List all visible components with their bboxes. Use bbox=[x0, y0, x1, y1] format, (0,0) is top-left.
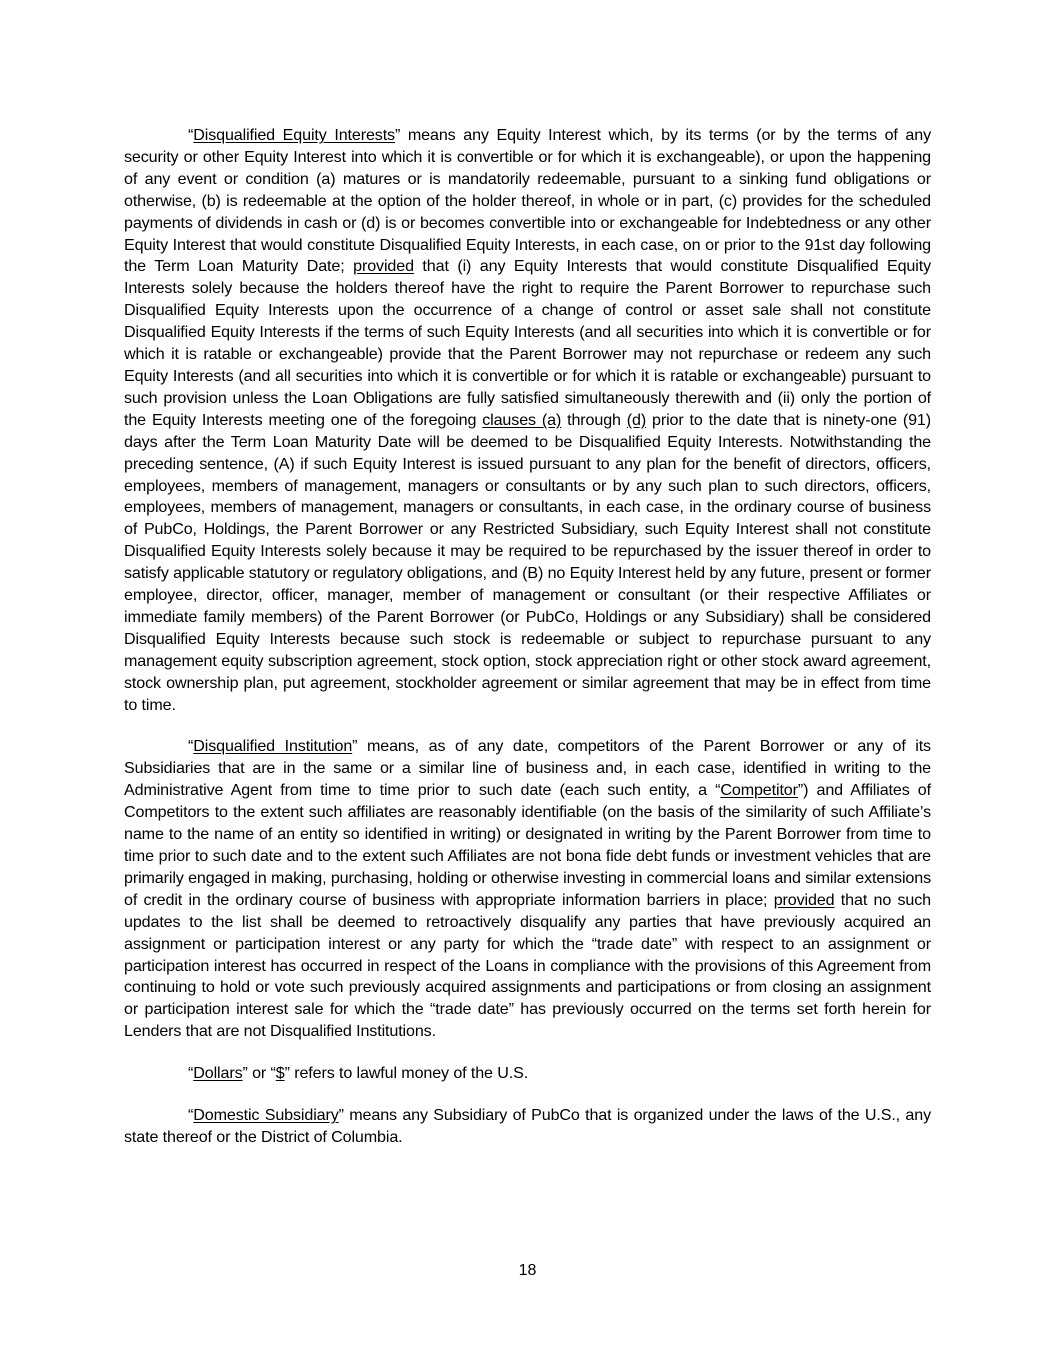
paragraph-text: ” means any Equity Interest which, by its terms (or by the terms of any security or other Equity Interest into which it is convertible or for which it is exchangeable), or upon the happening of any event or condition (a) matures or is mandatorily redeemable, pursuant to a sinking fund obligations or otherwise, (b) is redeemable at the option of the holder thereof, in whole or in part, (c) provides for the scheduled payments of dividends in cash or (d) is or becomes convertible into or exchangeable for Indebtedness or any other Equity Interest that would constitute Disqualified Equity Interests, in each case, on or prior to the 91st day following the Term Loan Maturity Date; bbox=[124, 126, 931, 276]
paragraph-text: ”) and Affiliates of Competitors to the extent such affiliates are reasonably identifiable (on the basis of the similarity of such Affiliate’s name to the name of an entity so identified in writing) or designated in writing by the Parent Borrower from time to time prior to such date and to the extent such Affiliates are not bona fide debt funds or investment vehicles that are primarily engaged in making, purchasing, holding or otherwise investing in commercial loans and similar extensions of credit in the ordinary course of business with appropriate information barriers in place; bbox=[124, 781, 931, 909]
defined-term: clauses (a) bbox=[482, 410, 562, 429]
paragraph-text: “ bbox=[188, 737, 194, 756]
paragraph-text: that (i) any Equity Interests that would constitute Disqualified Equity Interests solely because the holders thereof have the right to require the Parent Borrower to repurchase such Disqualified Equity Interests upon the occurrence of a change of control or asset sale shall not constitute Disqualified Equity Interests if the terms of such Equity Interests (and all securities into which it is convertible or for which it is ratable or exchangeable) provide that the Parent Borrower may not repurchase or redeem any such Equity Interests (and all securities into which it is convertible or for which it is ratable or exchangeable) pursuant to such provision unless the Loan Obligations are fully satisfied simultaneously therewith and (ii) only the portion of the Equity Interests meeting one of the foregoing bbox=[124, 257, 931, 429]
paragraph-text: ” means, as of any date, competitors of the Parent Borrower or any of its Subsidiaries that are in the same or a similar line of business and, in each case, identified in writing to the Administrative Agent from time to time prior to such date (each such entity, a “ bbox=[124, 737, 931, 800]
defined-term: Dollars bbox=[193, 1064, 243, 1083]
paragraph-text: that no such updates to the list shall be deemed to retroactively disqualify any parties that have previously acquired an assignment or participation interest or any party for which the “trade date” with respect to an assignment or participation interest has occurred in respect of the Loans in compliance with the provisions of this Agreement from continuing to hold or vote such previously acquired assignments and participations or from closing an assignment or participation interest sale for which the “trade date” has previously occurred on the terms set forth herein for Lenders that are not Disqualified Institutions. bbox=[124, 890, 931, 1041]
definition-disqualified-institution bbox=[124, 736, 931, 1043]
paragraph-text: prior to the date that is ninety-one (91) days after the Term Loan Maturity Date will be deemed to be Disqualified Equity Interests. Notwithstanding the preceding sentence, (A) if such Equity Interest is issued pursuant to any plan for the benefit of directors, officers, employees, members of management, managers or consultants or by any such plan to such directors, officers, employees, members of management, managers or consultants, in each case, in the ordinary course of business of PubCo, Holdings, the Parent Borrower or any Restricted Subsidiary, such Equity Interest shall not constitute Disqualified Equity Interests solely because it may be required to be repurchased by the issuer thereof in order to satisfy applicable statutory or regulatory obligations, and (B) no Equity Interest held by any future, present or former employee, director, officer, manager, member of management or consultant (or their respective Affiliates or immediate family members) of the Parent Borrower (or PubCo, Holdings or any Subsidiary) shall be considered Disqualified Equity Interests because such stock is redeemable or subject to repurchase pursuant to any management equity subscription agreement, stock option, stock appreciation right or other stock award agreement, stock ownership plan, put agreement, stockholder agreement or similar agreement that may be in effect from time to time. bbox=[124, 410, 932, 714]
paragraph-text: “ bbox=[188, 1106, 194, 1125]
defined-term: Disqualified Equity Interests bbox=[193, 126, 395, 144]
defined-term: (d) bbox=[626, 410, 647, 429]
paragraph-text: ” means any Subsidiary of PubCo that is organized under the laws of the U.S., any state thereof or the District of Columbia. bbox=[124, 1106, 931, 1146]
paragraph-text: ” refers to lawful money of the U.S. bbox=[284, 1064, 529, 1083]
page-number: 18 bbox=[518, 1262, 537, 1279]
defined-term: $ bbox=[275, 1064, 285, 1083]
document-body bbox=[124, 125, 931, 1169]
paragraph-text: “ bbox=[188, 1064, 194, 1083]
defined-term: Domestic Subsidiary bbox=[193, 1106, 339, 1125]
paragraph-text: through bbox=[561, 410, 627, 429]
definition-dollars bbox=[124, 1063, 931, 1085]
defined-term: provided bbox=[353, 257, 414, 276]
definition-domestic-subsidiary bbox=[124, 1105, 931, 1149]
defined-term: Disqualified Institution bbox=[193, 737, 353, 756]
paragraph-text: “ bbox=[188, 126, 194, 144]
defined-term: Competitor bbox=[720, 781, 798, 800]
paragraph-text: ” or “ bbox=[242, 1064, 276, 1083]
definition-disqualified-equity-interests bbox=[124, 125, 931, 716]
defined-term: provided bbox=[773, 890, 835, 909]
